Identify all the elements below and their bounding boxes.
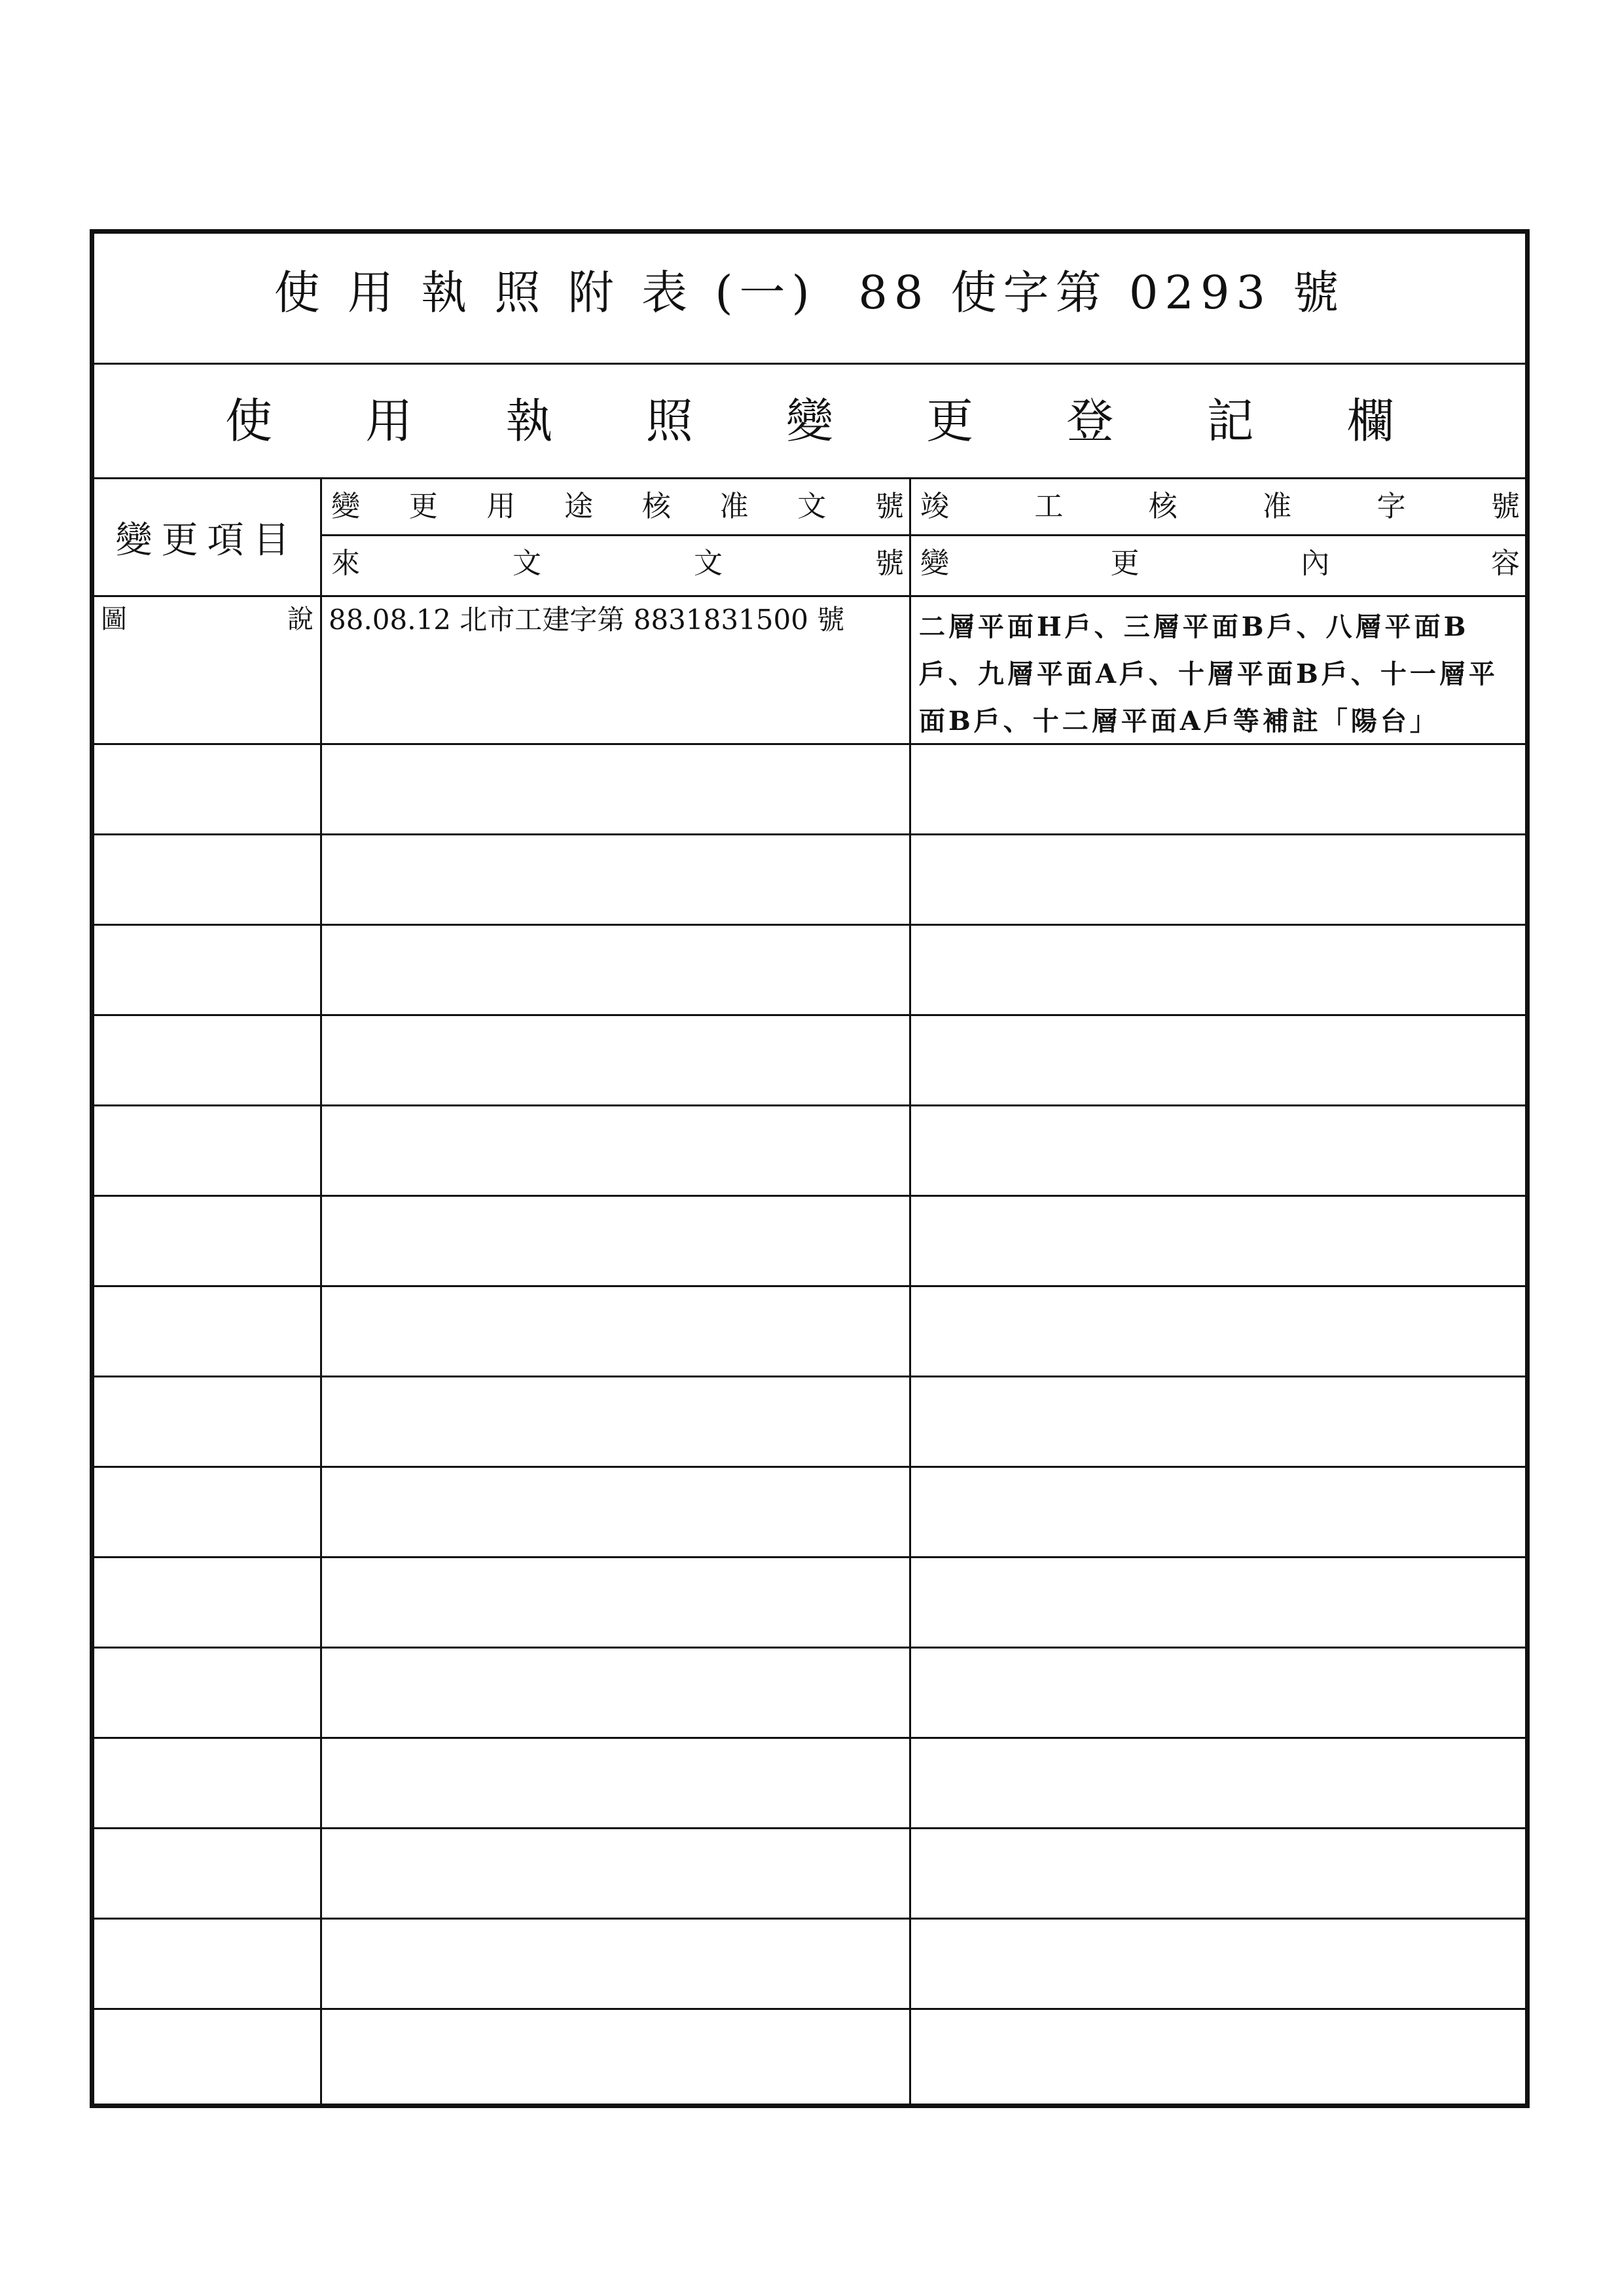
page-title: 使 用 執 照 附 表 (一) 88 使字第 0293 號: [274, 266, 1346, 319]
table-row: [94, 1649, 1525, 1739]
table-row: [94, 1829, 1525, 1920]
heading-char: 照: [645, 393, 693, 448]
table-header: [94, 479, 1525, 597]
heading-char: 使: [225, 393, 273, 448]
section-heading: [94, 393, 1525, 448]
permit-form: [90, 229, 1530, 2108]
table-row: [94, 1106, 1525, 1197]
column-divider: [909, 597, 911, 2104]
heading-char: 變: [785, 393, 833, 448]
change-content-header: 變 更 內 容: [920, 547, 1520, 580]
table-row: [94, 2010, 1525, 2104]
approval-doc-no-header: 變 更 用 途 核 准 文 號: [331, 490, 904, 523]
table-row: [94, 926, 1525, 1016]
heading-char: 用: [365, 393, 413, 448]
column-divider: [320, 597, 322, 2104]
change-content-cell: 二層平面H戶、三層平面B戶、八層平面B戶、九層平面A戶、十層平面B戶、十一層平面B戶、十二層平面A戶等補註「陽台」: [919, 611, 1498, 737]
doc-no-cell: 88.08.12 北市工建字第 8831831500 號: [329, 604, 845, 636]
table-row: [94, 597, 1525, 745]
heading-char: 執: [505, 393, 553, 448]
table-row: [94, 1016, 1525, 1106]
table-row: [94, 835, 1525, 926]
table-row: [94, 1468, 1525, 1558]
table-row: [94, 1739, 1525, 1829]
change-item-header: 變更項目: [115, 519, 299, 562]
table-row: [94, 1920, 1525, 2010]
table-body: [94, 597, 1525, 2104]
incoming-doc-no-header: 來 文 文 號: [331, 547, 904, 580]
heading-char: 欄: [1346, 393, 1394, 448]
table-row: [94, 745, 1525, 835]
heading-char: 記: [1206, 393, 1254, 448]
heading-char: 更: [926, 393, 974, 448]
table-row: [94, 1197, 1525, 1287]
subtitle-row: [94, 365, 1525, 479]
title-row: [94, 234, 1525, 365]
table-row: [94, 1377, 1525, 1468]
table-row: [94, 1558, 1525, 1649]
table-row: [94, 1287, 1525, 1377]
heading-char: 登: [1066, 393, 1114, 448]
change-item-cell: 圖 說: [101, 604, 314, 634]
completion-approval-no-header: 竣 工 核 准 字 號: [920, 490, 1520, 523]
